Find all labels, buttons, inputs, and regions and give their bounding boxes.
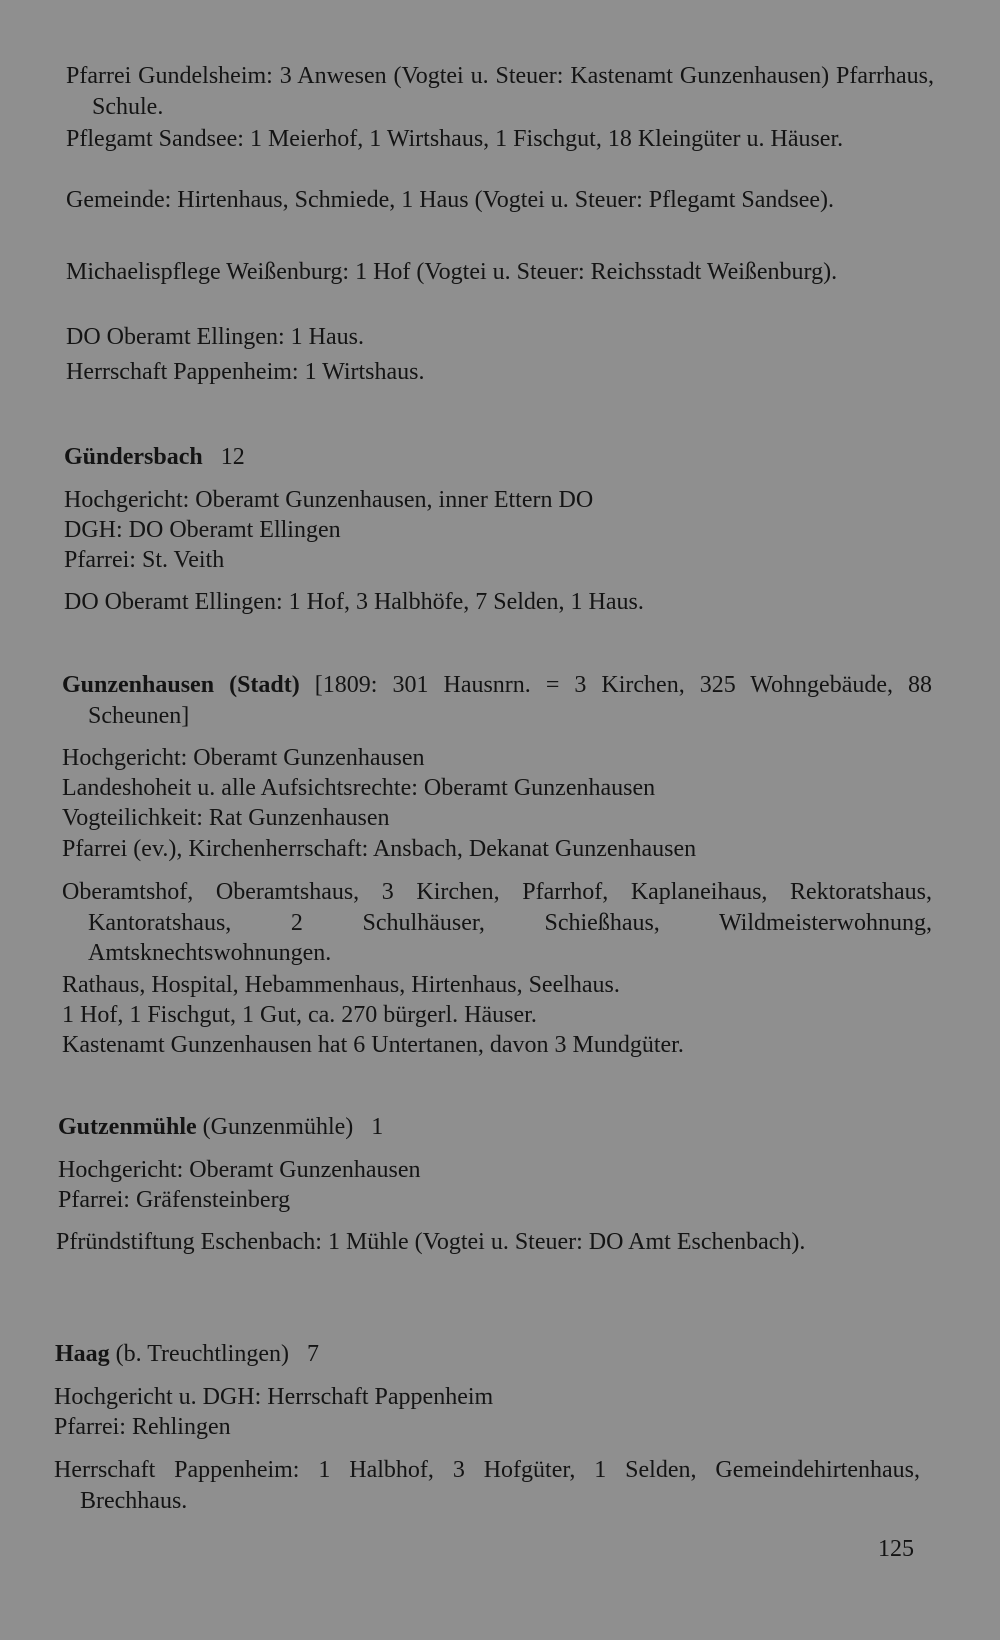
section-heading-guendersbach xyxy=(64,442,245,472)
section-heading-gunzenhausen xyxy=(62,670,932,731)
place-alt-name: (b. Treuchtlingen) xyxy=(115,1341,289,1367)
guendersbach-line-1: Hochgericht: Oberamt Gunzenhausen, inner Ettern DO xyxy=(64,487,594,513)
entry-michaelispflege: Michaelispflege Weißenburg: 1 Hof (Vogtei u. Steuer: Reichsstadt Weißenburg). xyxy=(66,259,838,285)
gunzenhausen-line-2: Landeshoheit u. alle Aufsichtsrechte: Oberamt Gunzenhausen xyxy=(62,775,656,801)
haag-line-2: Pfarrei: Rehlingen xyxy=(54,1414,231,1440)
gunzenhausen-line-4: Pfarrei (ev.), Kirchenherrschaft: Ansbach, Dekanat Gunzenhausen xyxy=(62,836,697,862)
gunzenhausen-line-1: Hochgericht: Oberamt Gunzenhausen xyxy=(62,745,425,771)
place-name: Gutzenmühle xyxy=(58,1114,197,1140)
place-alt-name: (Gunzenmühle) xyxy=(202,1114,354,1140)
entry-pfarrei-gundelsheim: Pfarrei Gundelsheim: 3 Anwesen (Vogtei u. Steuer: Kastenamt Gunzenhausen) Pfarrhaus, Schule. xyxy=(66,63,934,120)
place-note: [1809: 301 Hausnrn. = 3 Kirchen, 325 Wohngebäude, 88 Scheunen] xyxy=(88,672,933,729)
place-count: 1 xyxy=(371,1114,384,1140)
place-name: Gündersbach xyxy=(64,444,203,470)
page-number: 125 xyxy=(878,1536,914,1562)
gunzenhausen-entry-3: 1 Hof, 1 Fischgut, 1 Gut, ca. 270 bürgerl. Häuser. xyxy=(62,1002,537,1028)
section-heading-haag xyxy=(55,1339,319,1369)
place-count: 7 xyxy=(307,1341,319,1367)
section-heading-gutzenmuehle xyxy=(58,1112,383,1142)
haag-line-1: Hochgericht u. DGH: Herrschaft Pappenheim xyxy=(54,1384,494,1410)
haag-entry: Herrschaft Pappenheim: 1 Halbhof, 3 Hofgüter, 1 Selden, Gemeindehirtenhaus, Brechhaus. xyxy=(54,1457,920,1514)
place-name: Haag xyxy=(55,1341,110,1367)
gunzenhausen-entry-1: Oberamtshof, Oberamtshaus, 3 Kirchen, Pfarrhof, Kaplaneihaus, Rektoratshaus, Kantoratshaus, 2 Schulhäuser, Schießhaus, Wildmeisterwohnung, Amtsknechtswohnungen. xyxy=(62,879,932,966)
gutzenmuehle-line-2: Pfarrei: Gräfensteinberg xyxy=(58,1187,291,1213)
gunzenhausen-entry-4: Kastenamt Gunzenhausen hat 6 Untertanen, davon 3 Mundgüter. xyxy=(62,1032,684,1058)
entry-herrschaft-pappenheim: Herrschaft Pappenheim: 1 Wirtshaus. xyxy=(66,359,425,385)
gutzenmuehle-entry: Pfründstiftung Eschenbach: 1 Mühle (Vogtei u. Steuer: DO Amt Eschenbach). xyxy=(56,1229,806,1255)
entry-do-oberamt-ellingen: DO Oberamt Ellingen: 1 Haus. xyxy=(66,324,364,350)
place-count: 12 xyxy=(220,444,245,470)
guendersbach-line-2: DGH: DO Oberamt Ellingen xyxy=(64,517,341,543)
gunzenhausen-line-3: Vogteilichkeit: Rat Gunzenhausen xyxy=(62,805,390,831)
guendersbach-line-3: Pfarrei: St. Veith xyxy=(64,547,225,573)
gutzenmuehle-line-1: Hochgericht: Oberamt Gunzenhausen xyxy=(58,1157,421,1183)
place-name: Gunzenhausen (Stadt) xyxy=(62,672,300,698)
gunzenhausen-entry-2: Rathaus, Hospital, Hebammenhaus, Hirtenhaus, Seelhaus. xyxy=(62,972,620,998)
entry-pflegamt-sandsee: Pflegamt Sandsee: 1 Meierhof, 1 Wirtshaus, 1 Fischgut, 18 Kleingüter u. Häuser. xyxy=(66,126,844,152)
guendersbach-entry: DO Oberamt Ellingen: 1 Hof, 3 Halbhöfe, 7 Selden, 1 Haus. xyxy=(64,589,644,615)
entry-gemeinde: Gemeinde: Hirtenhaus, Schmiede, 1 Haus (Vogtei u. Steuer: Pflegamt Sandsee). xyxy=(66,187,835,213)
